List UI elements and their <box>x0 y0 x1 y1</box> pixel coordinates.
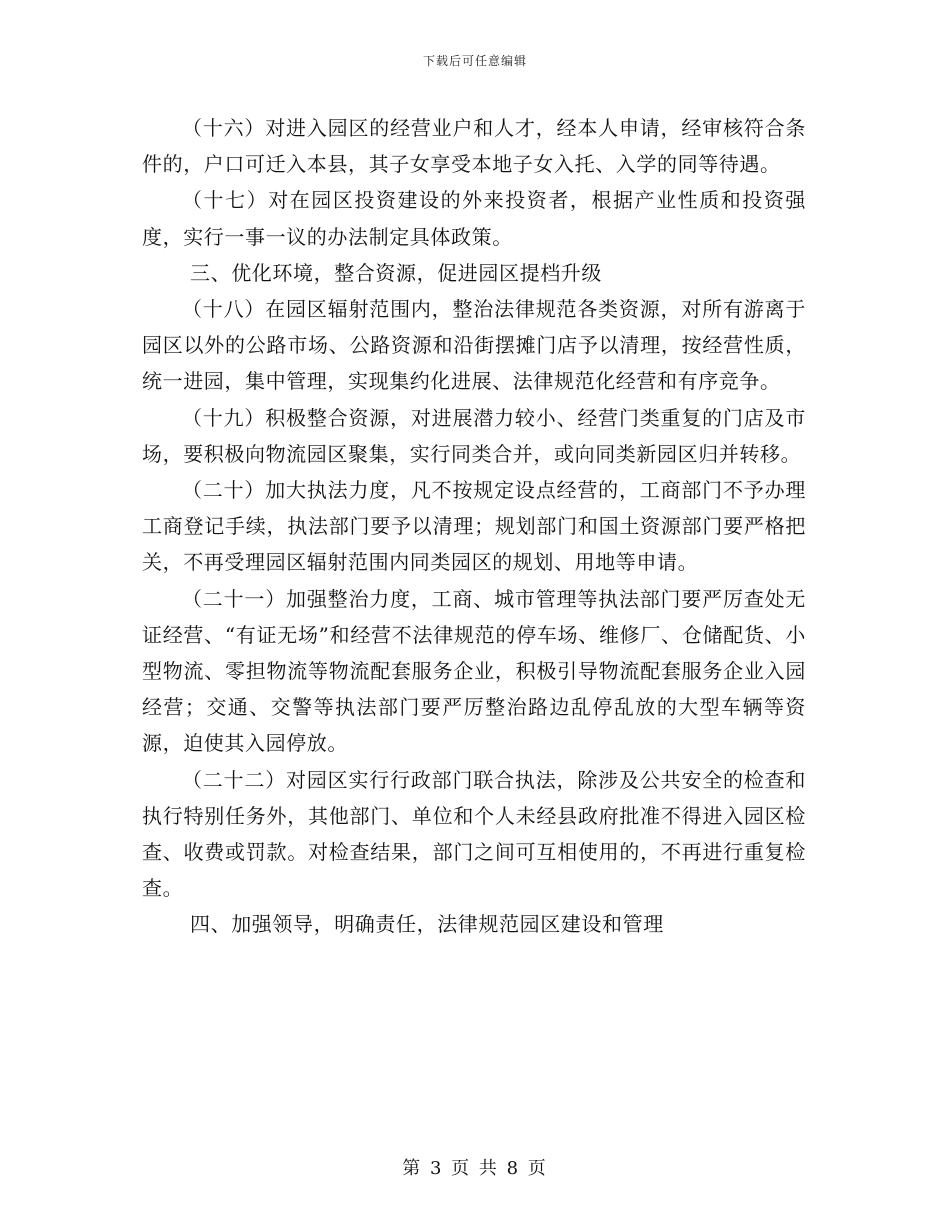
page-header-note: 下载后可任意编辑 <box>422 54 527 68</box>
paragraph-17: （十七）对在园区投资建设的外来投资者，根据产业性质和投资强度，实行一事一议的办法制定具体政策。 <box>142 188 806 249</box>
section-heading-4: 四、加强领导，明确责任，法律规范园区建设和管理 <box>190 912 664 937</box>
paragraph-18: （十八）在园区辐射范围内，整治法律规范各类资源，对所有游离于园区以外的公路市场、公路资源和沿街摆摊门店予以清理，按经营性质，统一进园，集中管理，实现集约化进展、法律规范化经营和有序竞争。 <box>142 297 806 394</box>
paragraph-20: （二十）加大执法力度，凡不按规定设点经营的，工商部门不予办理工商登记手续，执法部门要予以清理；规划部门和国土资源部门要严格把关，不再受理园区辐射范围内同类园区的规划、用地等申请。 <box>142 478 806 575</box>
paragraph-21: （二十一）加强整治力度，工商、城市管理等执法部门要严厉查处无证经营、“有证无场”和经营不法律规范的停车场、维修厂、仓储配货、小型物流、零担物流等物流配套服务企业，积极引导物流配套服务企业入园经营；交通、交警等执法部门要严厉整治路边乱停乱放的大型车辆等资源，迫使其入园停放。 <box>142 586 806 756</box>
section-heading-3: 三、优化环境，整合资源，促进园区提档升级 <box>190 260 602 285</box>
document-body <box>142 110 806 943</box>
page-number: 第 3 页 共 8 页 <box>402 1158 548 1179</box>
paragraph-22: （二十二）对园区实行行政部门联合执法，除涉及公共安全的检查和执行特别任务外，其他部门、单位和个人未经县政府批准不得进入园区检查、收费或罚款。对检查结果，部门之间可互相使用的，不再进行重复检查。 <box>142 767 806 901</box>
paragraph-19: （十九）积极整合资源，对进展潜力较小、经营门类重复的门店及市场，要积极向物流园区聚集，实行同类合并，或向同类新园区归并转移。 <box>142 405 806 466</box>
paragraph-16: （十六）对进入园区的经营业户和人才，经本人申请，经审核符合条件的，户口可迁入本县，其子女享受本地子女入托、入学的同等待遇。 <box>142 116 806 177</box>
